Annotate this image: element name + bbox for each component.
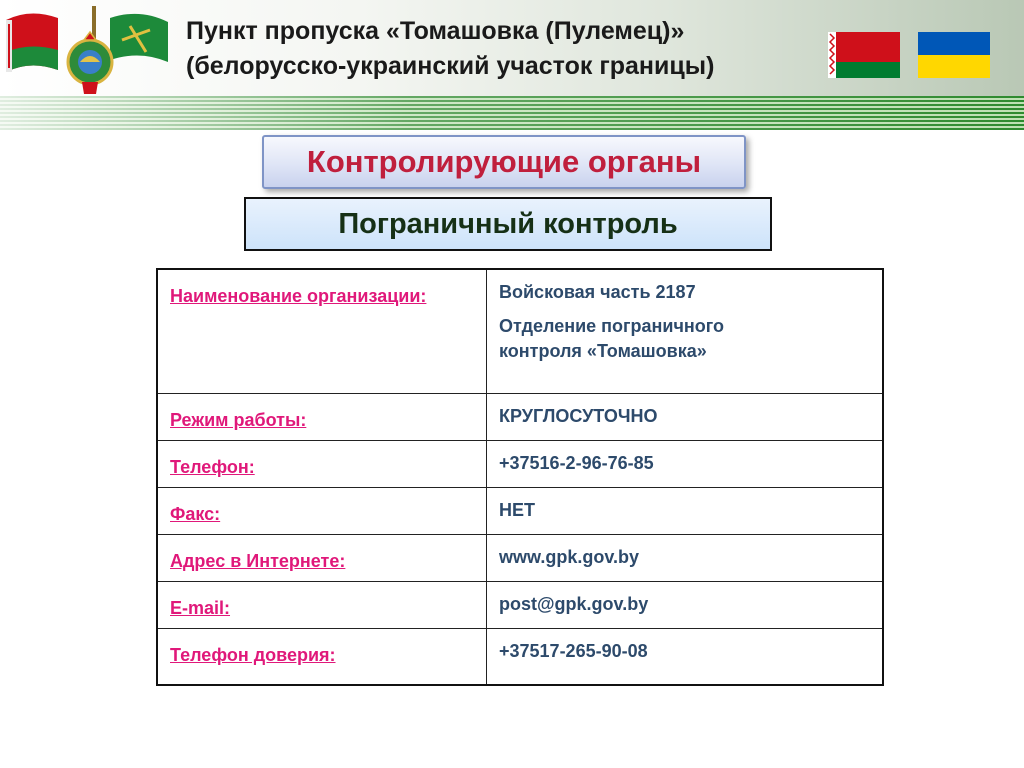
row-value: КРУГЛОСУТОЧНО (487, 393, 884, 440)
header-stripes (0, 96, 1024, 130)
table-row (157, 628, 883, 685)
row-value (487, 269, 884, 393)
row-label: Телефон: (157, 440, 487, 487)
table-row (157, 534, 883, 581)
row-value: +37517-265-90-08 (487, 628, 884, 685)
table-row (157, 269, 883, 393)
section-banner: Контролирующие органы (262, 135, 746, 189)
info-table (156, 268, 884, 686)
page-title (186, 14, 806, 84)
table-row (157, 487, 883, 534)
row-label: Наименование организации: (157, 269, 487, 393)
row-value: НЕТ (487, 487, 884, 534)
organization-unit-line-2: контроля «Томашовка» (499, 341, 707, 361)
row-label: E-mail: (157, 581, 487, 628)
organization-name: Войсковая часть 2187 (499, 282, 696, 302)
row-value: +37516-2-96-76-85 (487, 440, 884, 487)
ukraine-flag-icon (918, 32, 990, 78)
subsection-banner: Пограничный контроль (244, 197, 772, 251)
organization-unit-line-1: Отделение пограничного (499, 316, 725, 336)
border-guard-emblem-icon (0, 0, 180, 100)
title-line-2: (белорусско-украинский участок границы) (186, 52, 715, 80)
title-line-1: Пункт пропуска «Томашовка (Пулемец)» (186, 17, 685, 45)
row-value[interactable]: post@gpk.gov.by (487, 581, 884, 628)
table-row (157, 581, 883, 628)
row-value[interactable]: www.gpk.gov.by (487, 534, 884, 581)
belarus-flag-icon (828, 32, 900, 78)
table-row (157, 440, 883, 487)
table-row (157, 393, 883, 440)
row-label: Адрес в Интернете: (157, 534, 487, 581)
row-label: Режим работы: (157, 393, 487, 440)
row-label: Факс: (157, 487, 487, 534)
row-label: Телефон доверия: (157, 628, 487, 685)
